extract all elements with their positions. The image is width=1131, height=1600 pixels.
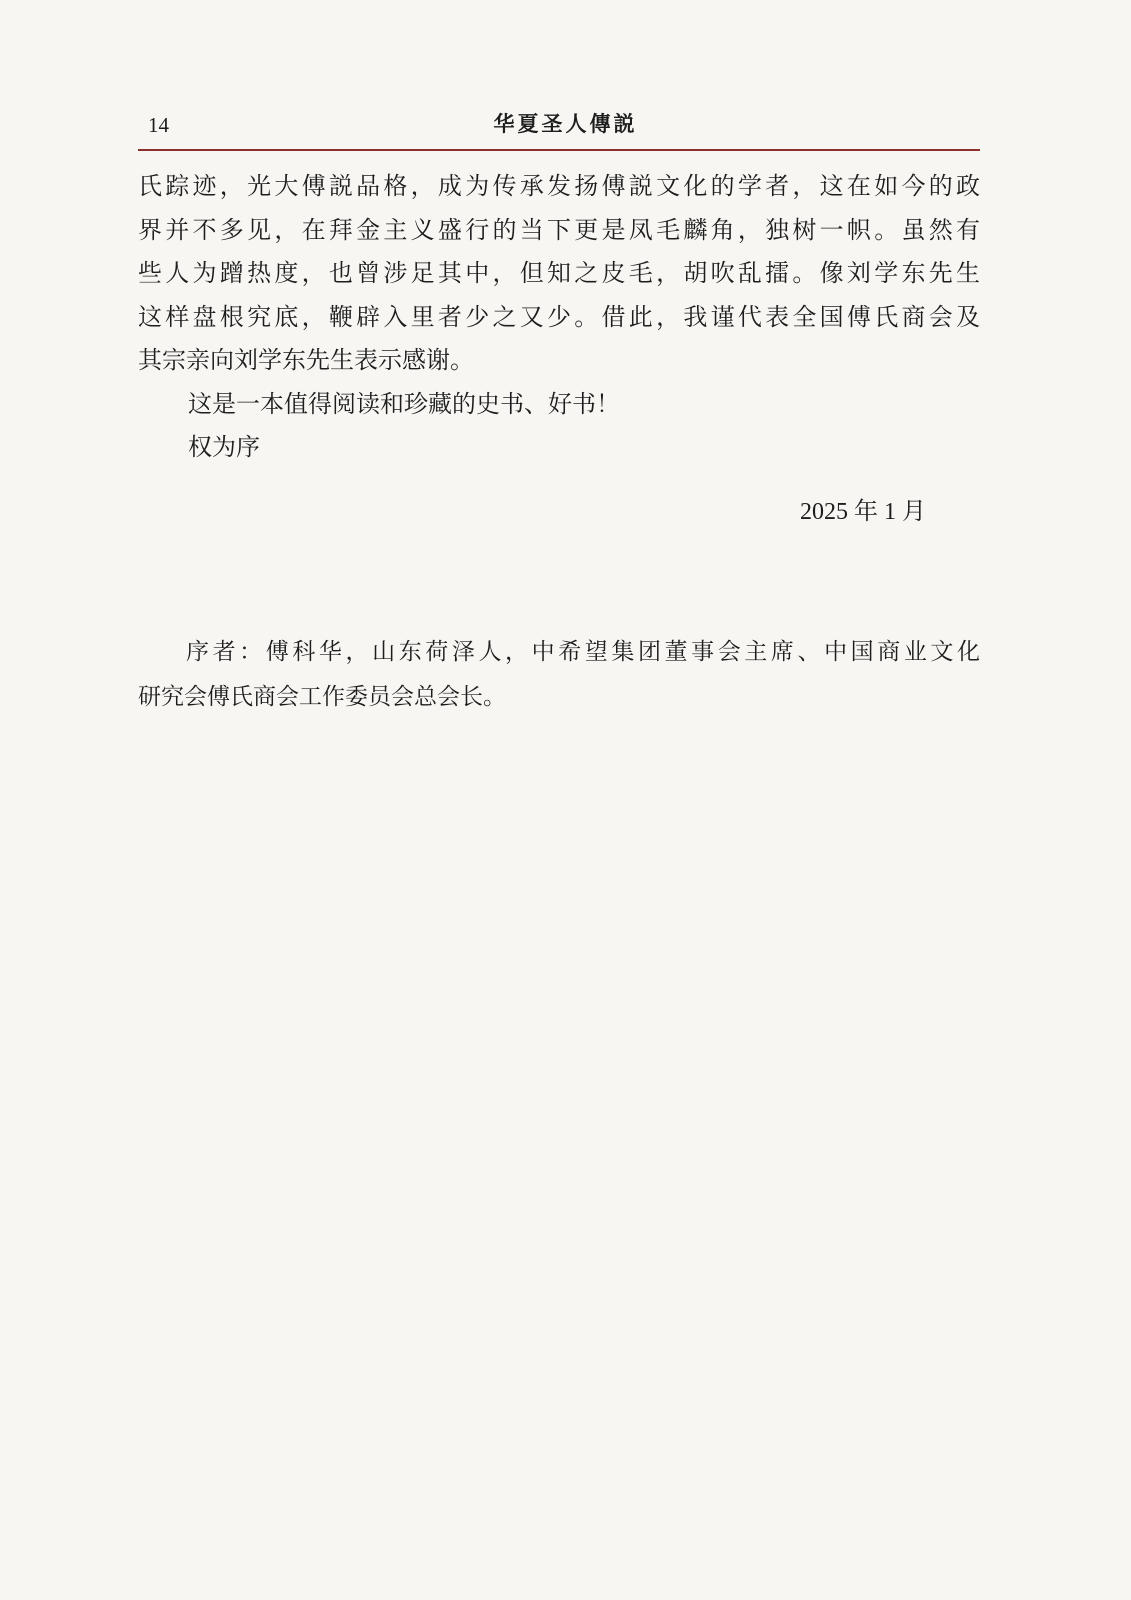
header-rule <box>138 149 980 151</box>
author-note-line: 研究会傅氏商会工作委员会总会长。 <box>138 684 506 710</box>
body-line: 氏踪迹，光大傅説品格，成为传承发扬傅説文化的学者，这在如今的政 <box>138 172 980 200</box>
author-note-line: 序者：傅科华，山东荷泽人，中希望集团董事会主席、中国商业文化 <box>186 639 980 665</box>
preface-date: 2025 年 1 月 <box>800 499 926 525</box>
body-line: 界并不多见，在拜金主义盛行的当下更是凤毛麟角，独树一帜。虽然有 <box>138 215 980 244</box>
page-number: 14 <box>148 113 169 137</box>
body-line: 这样盘根究底，鞭辟入里者少之又少。借此，我谨代表全国傅氏商会及 <box>138 302 980 331</box>
body-line: 这是一本值得阅读和珍藏的史书、好书！ <box>188 389 620 418</box>
preface-body <box>138 165 980 470</box>
body-line: 其宗亲向刘学东先生表示感谢。 <box>138 346 474 374</box>
body-line: 些人为蹭热度，也曾涉足其中，但知之皮毛，胡吹乱擂。像刘学东先生 <box>138 259 980 287</box>
closing-line: 权为序 <box>188 433 260 461</box>
author-note <box>138 630 980 720</box>
running-head-title: 华夏圣人傳説 <box>493 112 638 136</box>
